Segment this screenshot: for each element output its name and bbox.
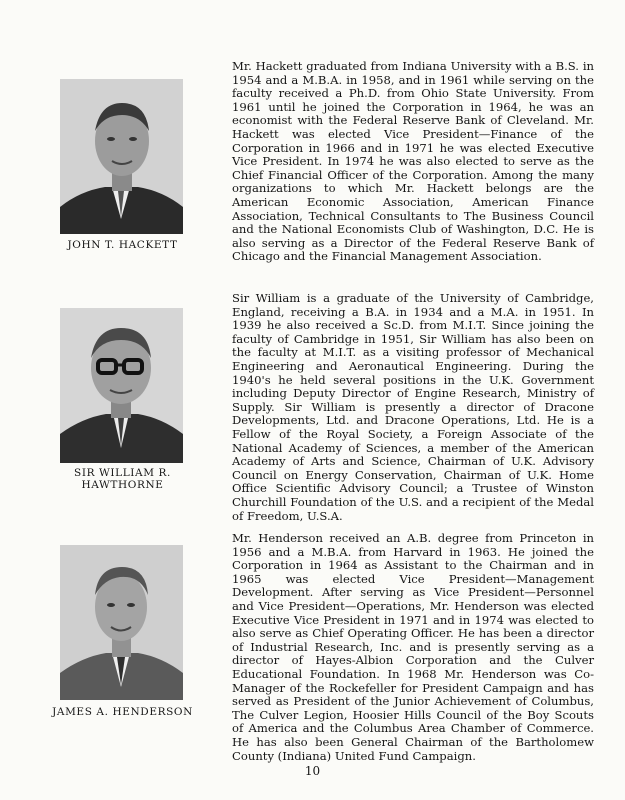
portrait-photo-hackett xyxy=(60,79,183,234)
person-name-hackett: JOHN T. HACKETT xyxy=(67,239,178,251)
page-number: 10 xyxy=(304,764,321,778)
portrait-photo-hawthorne xyxy=(60,308,183,463)
biography-text-henderson: Mr. Henderson received an A.B. degree from Princeton in 1956 and a M.B.A. from Harvard in 1963. He joined the Corporation in 1964 as Assistant to the Chairman and in 1965 was elected Vice President—Management Development. After serving as Vice President—Personnel and Vice President—Operations, Mr. Henderson was elected Executive Vice President in 1971 and in 1974 was elected to also serve as Chief Operating Officer. He has been a director of Industrial Research, Inc. and is presently serving as a director of Hayes-Albion Corporation and the Culver Educational Foundation. In 1968 Mr. Henderson was Co-Manager of the Rockefeller for President Campaign and has served as President of the Junior Achievement of Columbus, The Culver Legion, Hoosier Hills Council of the Boy Scouts of America and the Columbus Area Chamber of Commerce. He has also been General Chairman of the Bartholomew County (Indiana) United Fund Campaign. xyxy=(232,531,594,763)
person-name-henderson: JAMES A. HENDERSON xyxy=(52,706,193,718)
biography-text-hawthorne: Sir William is a graduate of the University of Cambridge, England, receiving a B.A. in 1934 and a M.A. in 1951. In 1939 he also received a Sc.D. from M.I.T. Since joining the faculty of Cambridge in 1951, Sir William has also been on the faculty at M.I.T. as a visiting professor of Mechanical Engineering and Aeronautical Engineering. During the 1940's he held several positions in the U.K. Government including Deputy Director of Engine Research, Ministry of Supply. Sir William is presently a director of Dracone Developments, Ltd. and Dracone Operations, Ltd. He is a Fellow of the Royal Society, a Foreign Associate of the National Academy of Sciences, a member of the American Academy of Arts and Science, Chairman of U.K. Advisory Council on Energy Conservation, Chairman of U.K. Home Office Scientific Advisory Council; a Trustee of Winston Churchill Foundation of the U.S. and a recipient of the Medal of Freedom, U.S.A. xyxy=(232,291,594,523)
person-name-hawthorne: SIR WILLIAM R. HAWTHORNE xyxy=(74,467,171,491)
biography-text-hackett: Mr. Hackett graduated from Indiana University with a B.S. in 1954 and a M.B.A. in 1958, and in 1961 while serving on the faculty received a Ph.D. from Ohio State University. From 1961 until he joined the Corporation in 1964, he was an economist with the Federal Reserve Bank of Cleveland. Mr. Hackett was elected Vice President—Finance of the Corporation in 1966 and in 1971 he was elected Executive Vice President. In 1974 he was also elected to serve as the Chief Financial Officer of the Corporation. Among the many organizations to which Mr. Hackett belongs are the American Economic Association, American Finance Association, Technical Consultants to The Business Council and the National Economists Club of Washington, D.C. He is also serving as a Director of the Federal Reserve Bank of Chicago and the Financial Management Association. xyxy=(232,59,594,264)
portrait-photo-henderson xyxy=(60,545,183,700)
